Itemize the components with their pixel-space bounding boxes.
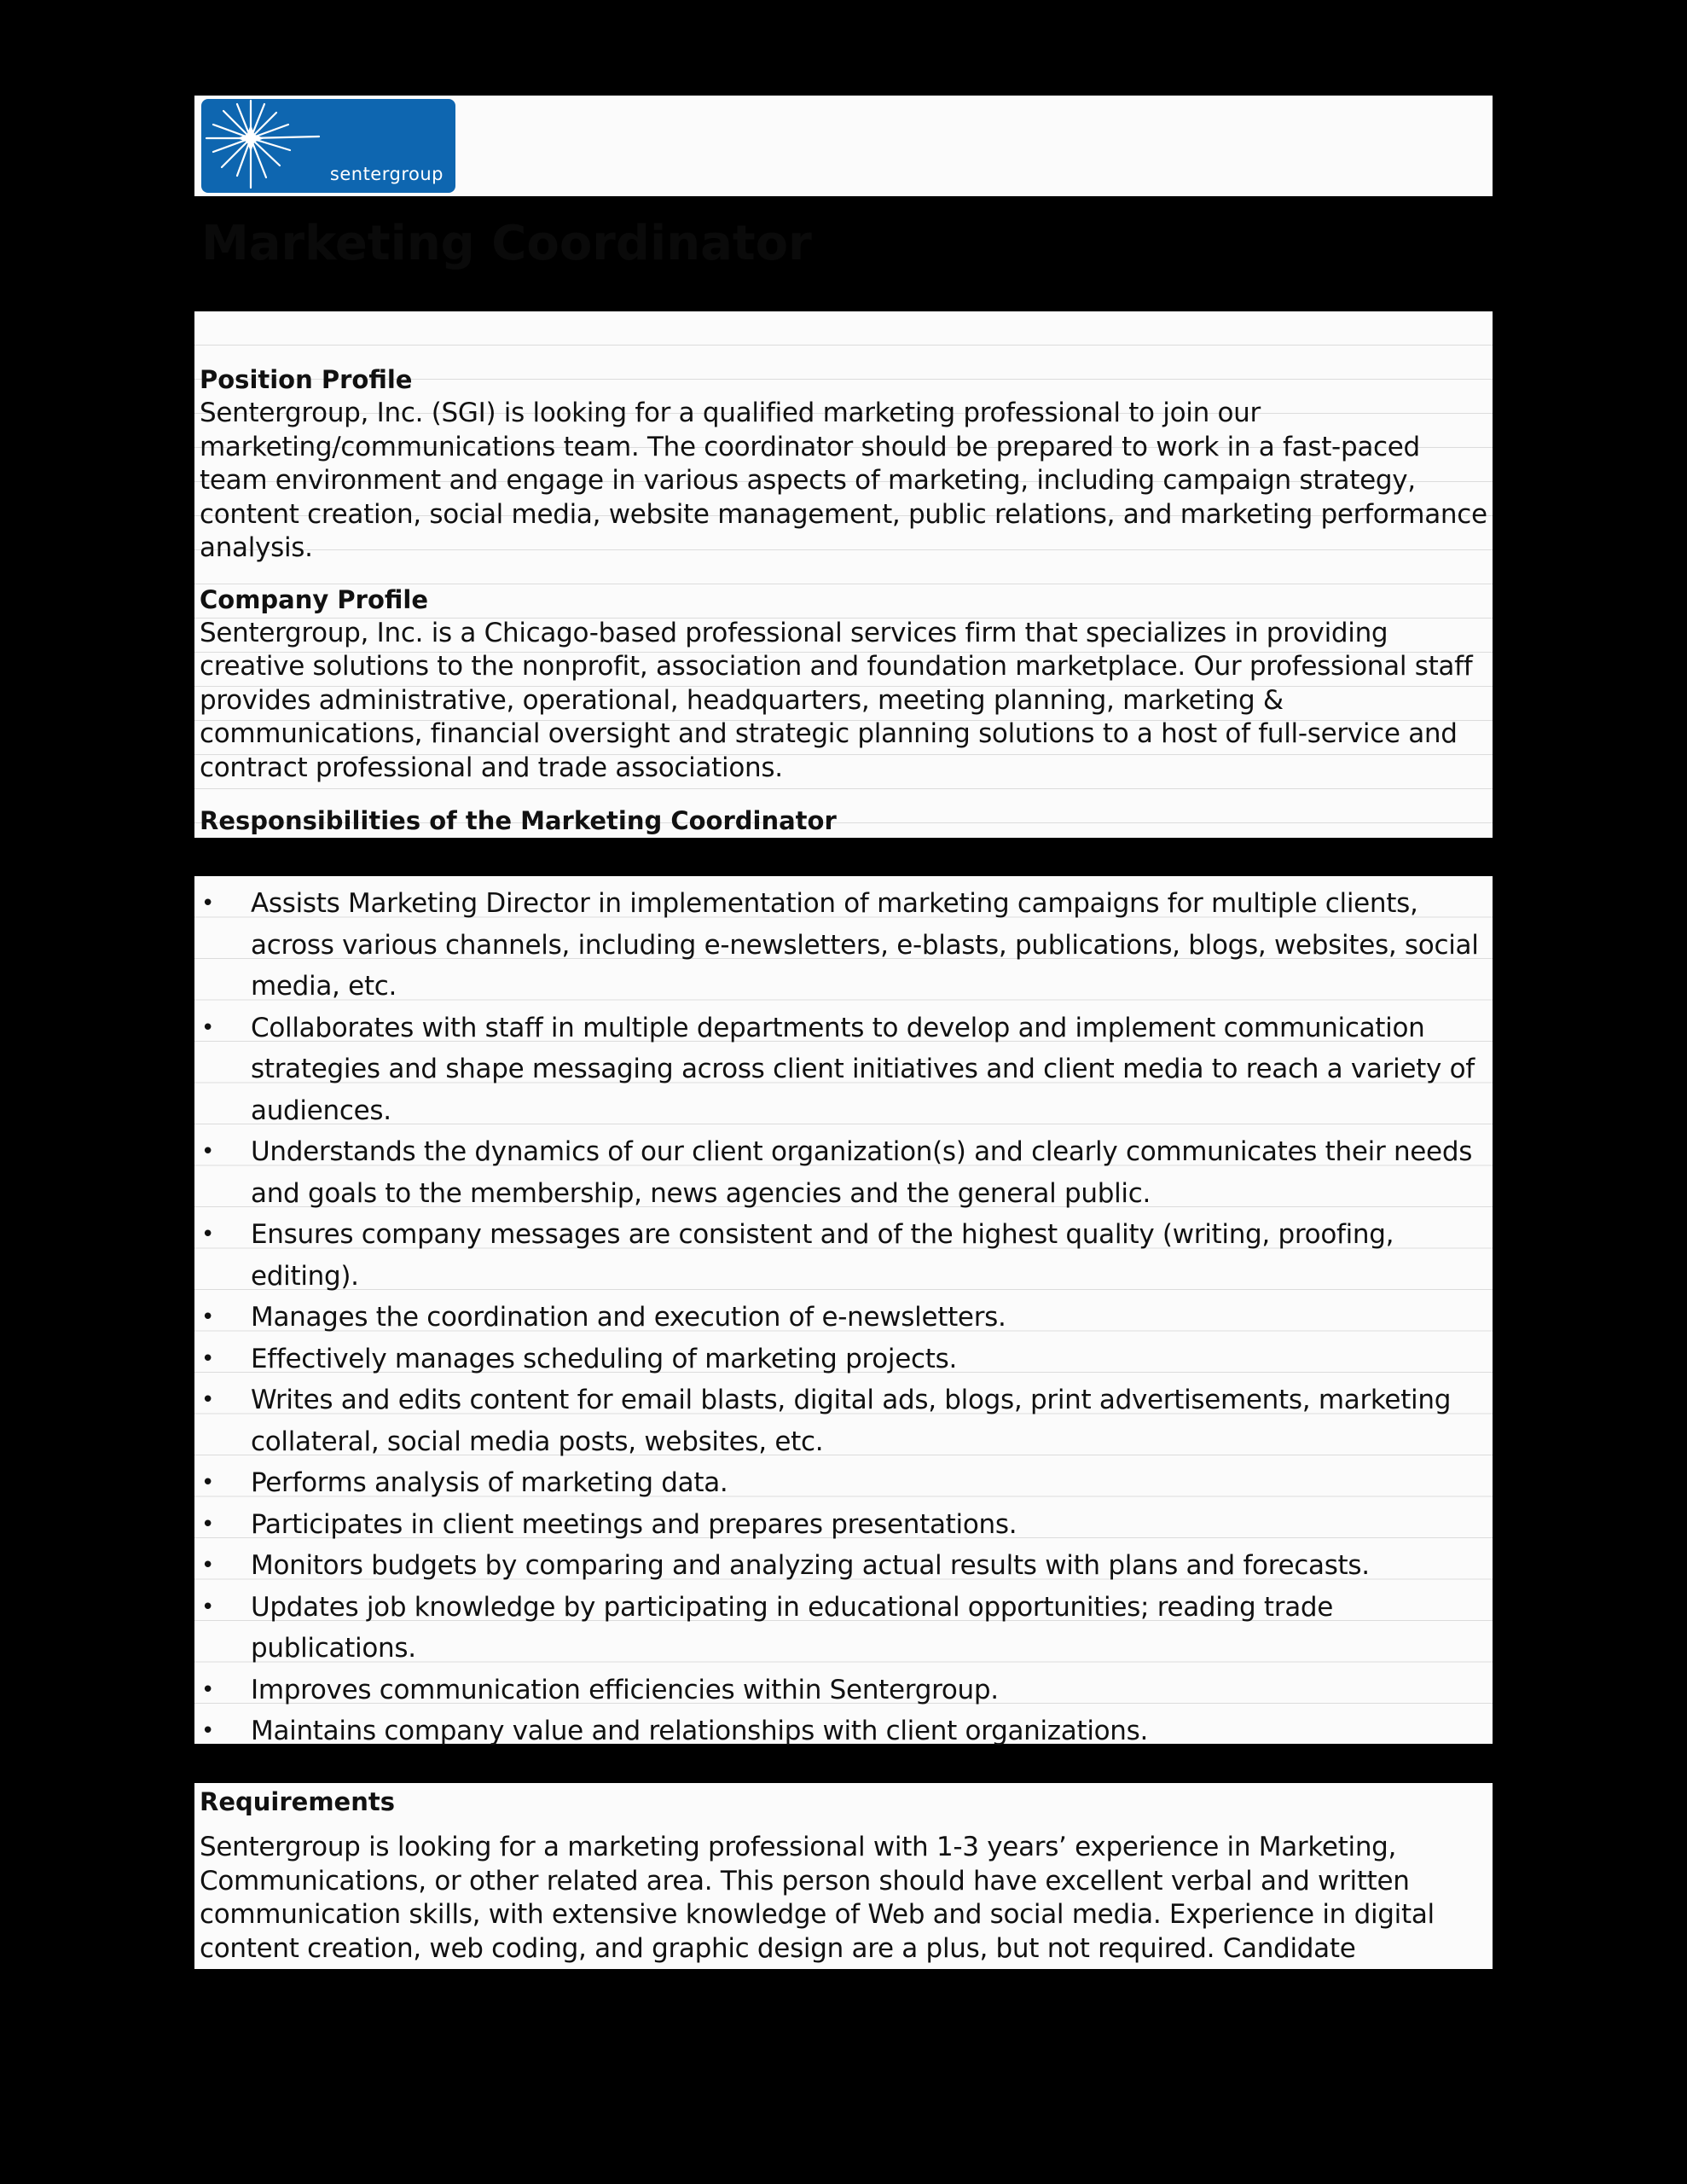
requirements-text: Sentergroup is looking for a marketing professional with 1-3 years’ experience in Marketing, Communications, or other related area. This person should have excellent verbal and written communication skills, with extensive knowledge of Web and social media. Experience in digital content creation, web coding, and graphic design are a plus, but not required. Candidate	[200, 1832, 1435, 1964]
company-profile-heading: Company Profile	[200, 584, 428, 614]
bullet-icon: •	[201, 1594, 215, 1620]
list-item: • Understands the dynamics of our client organization(s) and clearly communicates their needs and goals to the membership, news agencies and the general public.	[200, 1131, 1486, 1214]
bullet-icon: •	[201, 1718, 215, 1744]
bullet-icon: •	[201, 1014, 215, 1041]
requirements-section	[194, 1783, 1493, 1969]
bullet-icon: •	[201, 1222, 215, 1247]
page-title: Marketing Coordinator	[201, 216, 812, 271]
list-item: • Writes and edits content for email blasts, digital ads, blogs, print advertisements, marketing collateral, social media posts, websites, etc.	[200, 1380, 1486, 1462]
list-item: • Improves communication efficiencies within Sentergroup.	[200, 1670, 1486, 1711]
bullet-icon: •	[201, 1553, 215, 1578]
list-item: • Participates in client meetings and prepares presentations.	[200, 1504, 1486, 1546]
list-item: • Maintains company value and relationships with client organizations.	[200, 1711, 1486, 1752]
list-item: • Monitors budgets by comparing and analyzing actual results with plans and forecasts.	[200, 1545, 1486, 1587]
list-item: • Assists Marketing Director in implementation of marketing campaigns for multiple clients, across various channels, including e-newsletters, e-blasts, publications, blogs, websites, social media, etc.	[200, 883, 1486, 1008]
bullet-icon: •	[201, 1139, 215, 1165]
logo-header	[194, 96, 1493, 196]
position-profile-text: Sentergroup, Inc. (SGI) is looking for a qualified marketing professional to join our marketing/communications team. The coordinator should be prepared to work in a fast-paced team environment and engage in various aspects of marketing, including campaign strategy, content creation, social media, website management, public relations, and marketing performance analysis.	[200, 398, 1487, 563]
bullet-icon: •	[201, 1470, 215, 1496]
list-item: • Updates job knowledge by participating in educational opportunities; reading trade publications.	[200, 1587, 1486, 1670]
bullet-icon: •	[201, 1676, 215, 1703]
logo-text: sentergroup	[329, 164, 443, 184]
bullet-icon: •	[201, 1345, 215, 1372]
bullet-icon: •	[201, 1511, 215, 1537]
profile-section	[194, 311, 1493, 838]
list-item: • Collaborates with staff in multiple departments to develop and implement communication strategies and shape messaging across client initiatives and client media to reach a variety of audiences.	[200, 1008, 1486, 1132]
company-profile-text: Sentergroup, Inc. is a Chicago-based professional services firm that specializes in providing creative solutions to the nonprofit, association and foundation marketplace. Our professional staff provides administrative, operational, headquarters, meeting planning, marketing & communications, financial oversight and strategic planning solutions to a host of full-service and contract professional and trade associations.	[200, 617, 1473, 783]
compass-star-icon	[201, 99, 321, 193]
list-item: • Performs analysis of marketing data.	[200, 1462, 1486, 1504]
list-item: • Effectively manages scheduling of marketing projects.	[200, 1339, 1486, 1380]
sentergroup-logo	[201, 99, 455, 193]
bullet-icon: •	[201, 1387, 215, 1413]
requirements-heading: Requirements	[200, 1787, 395, 1816]
bullet-icon: •	[201, 891, 215, 916]
position-profile-heading: Position Profile	[200, 365, 413, 394]
responsibilities-list	[200, 883, 1486, 1752]
bullet-icon: •	[201, 1304, 215, 1330]
responsibilities-heading: Responsibilities of the Marketing Coordinator	[200, 806, 837, 835]
list-item: • Manages the coordination and execution of e-newsletters.	[200, 1297, 1486, 1339]
list-item: • Ensures company messages are consistent and of the highest quality (writing, proofing, editing).	[200, 1214, 1486, 1297]
responsibilities-section	[194, 876, 1493, 1744]
